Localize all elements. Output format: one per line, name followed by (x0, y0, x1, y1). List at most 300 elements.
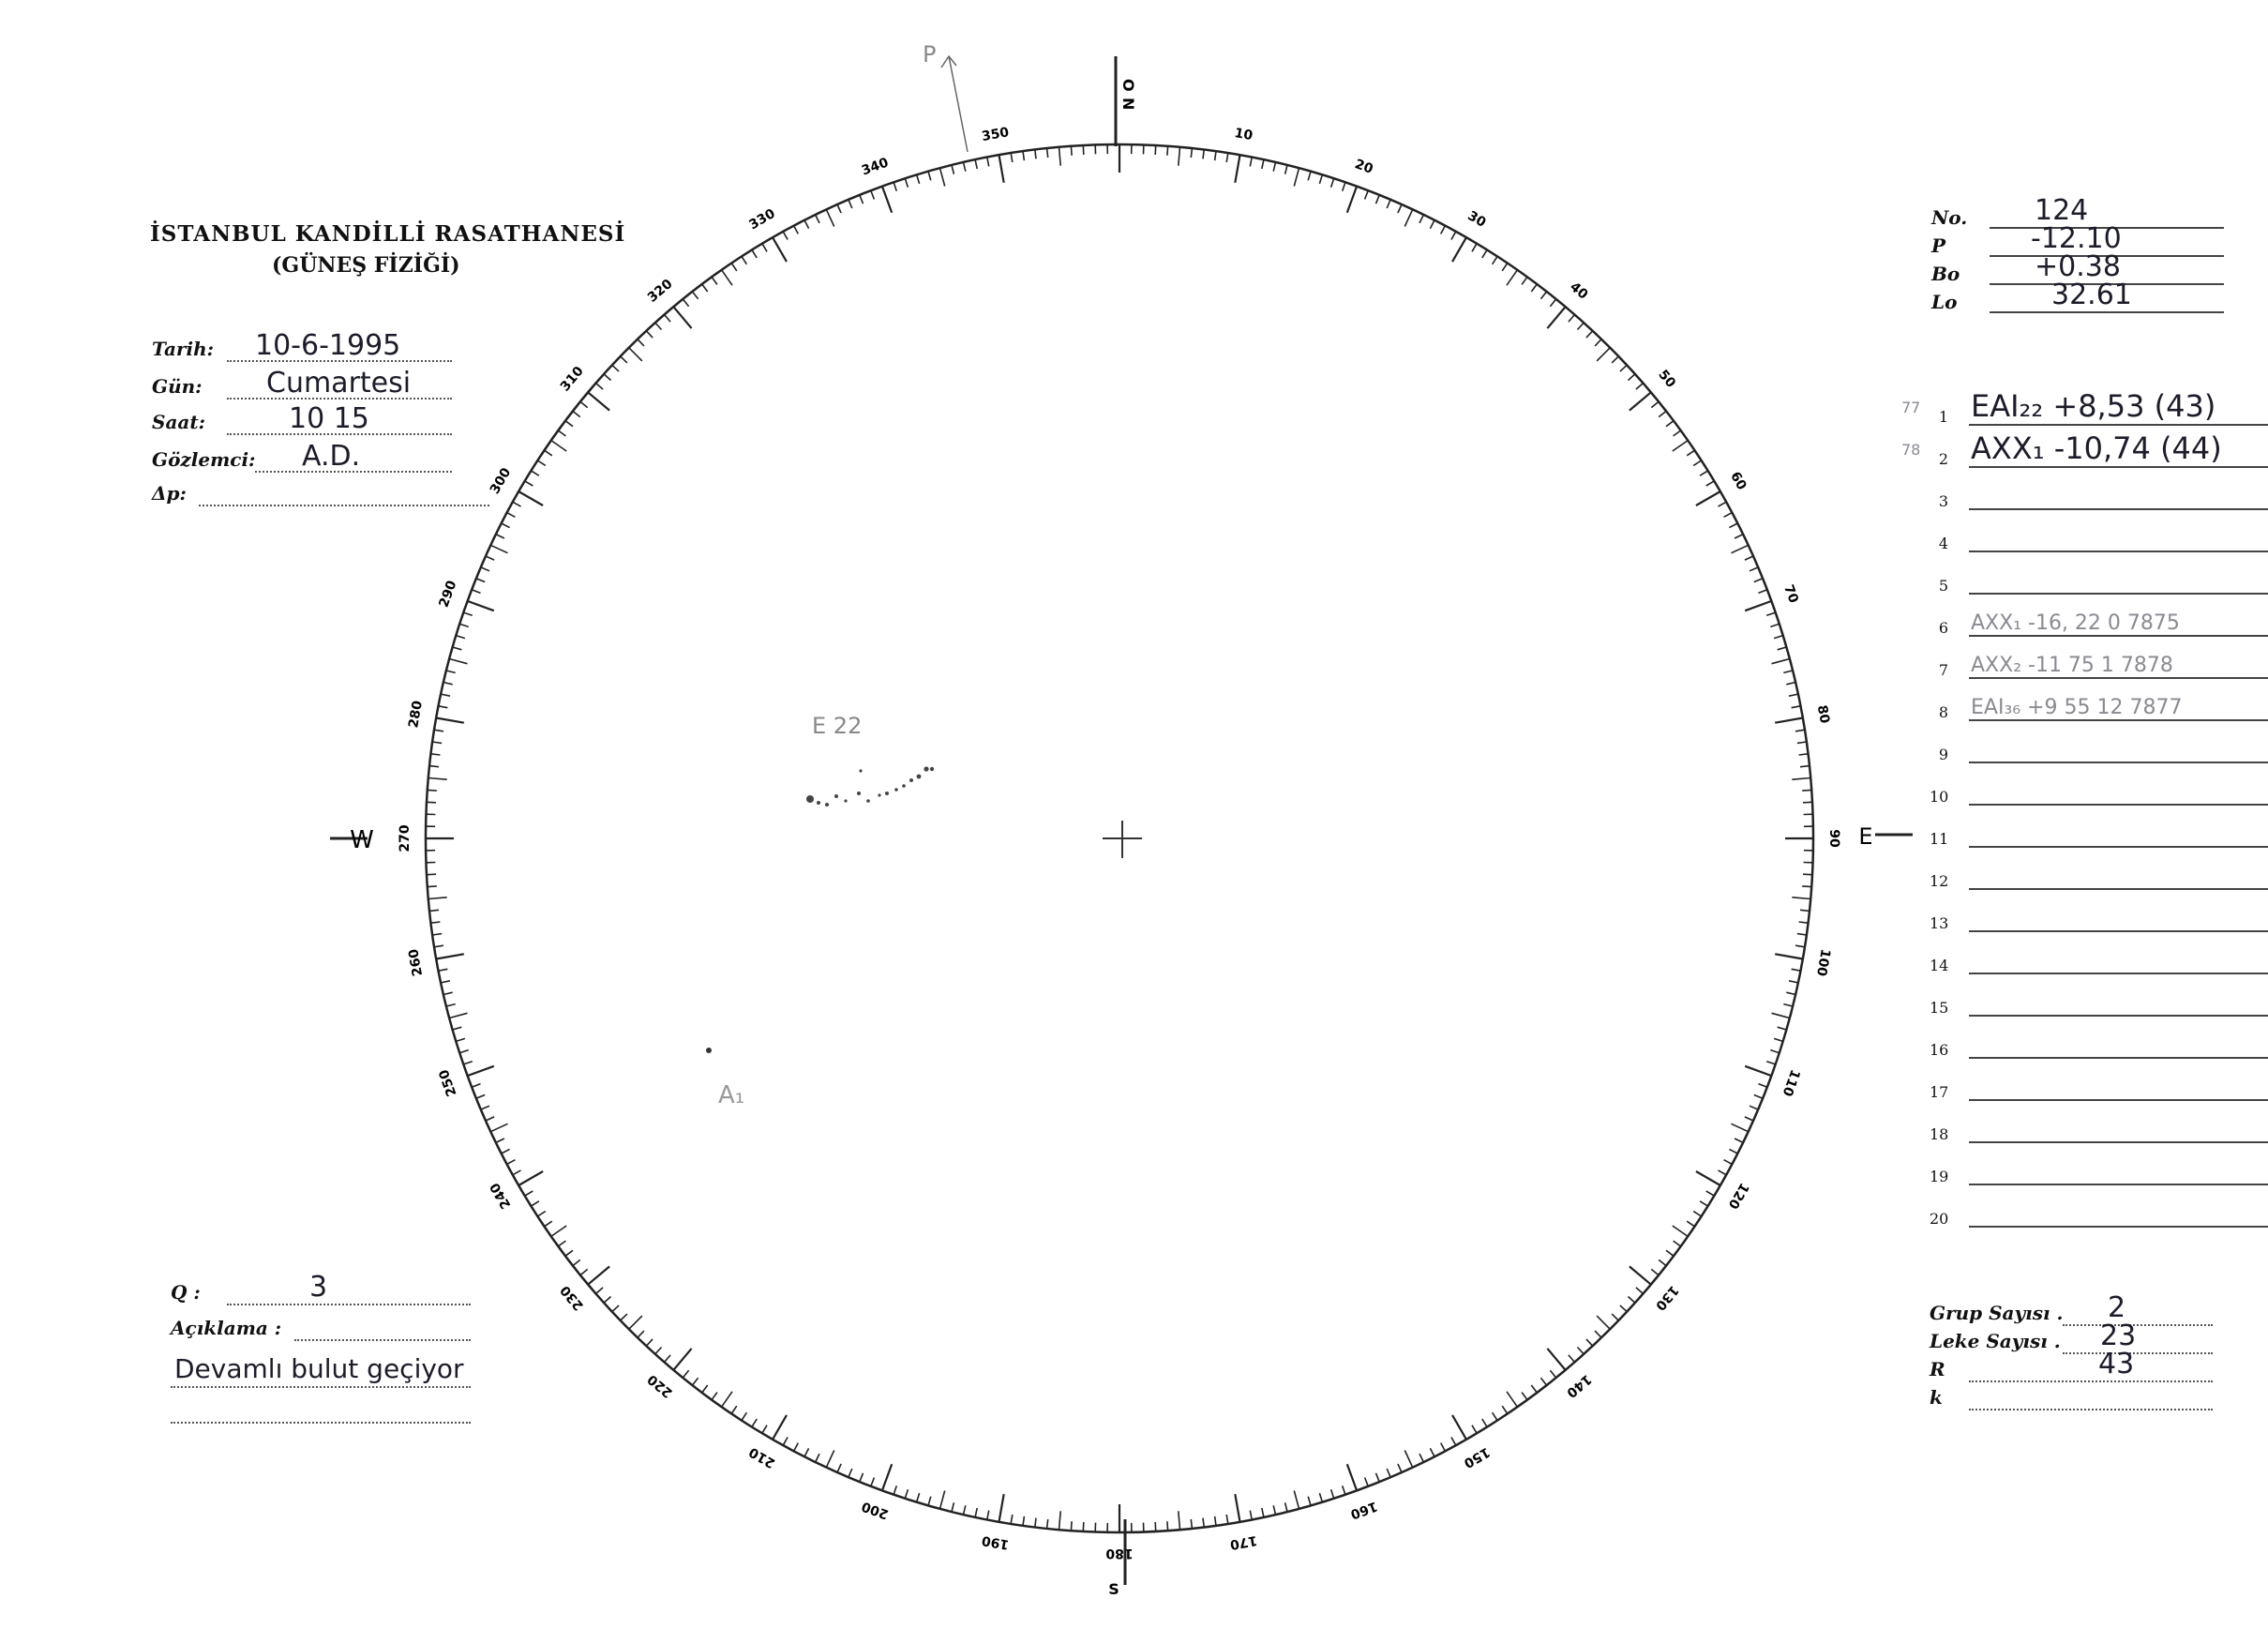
degree-tick (1766, 1062, 1776, 1064)
degree-tick (481, 567, 489, 571)
degree-label: 40 (1567, 279, 1591, 303)
degree-tick (1441, 226, 1446, 234)
degree-tick (673, 307, 691, 328)
degree-label: 340 (859, 155, 891, 179)
field-value-p[interactable]: -12.10 (2031, 222, 2122, 255)
degree-tick (722, 270, 732, 285)
degree-tick (486, 556, 494, 560)
field-value-lo[interactable]: 32.61 (2051, 279, 2132, 311)
degree-tick (531, 471, 539, 475)
degree-tick (987, 158, 989, 167)
degree-tick (537, 1212, 545, 1216)
degree-tick (1250, 158, 1252, 167)
degree-label: 260 (406, 947, 427, 978)
degree-tick (439, 706, 448, 708)
degree-tick (525, 1191, 533, 1196)
degree-tick (507, 1160, 516, 1165)
degree-tick (502, 1149, 510, 1154)
degree-tick (1778, 647, 1787, 650)
group-row-number: 13 (1930, 914, 1949, 932)
field-value-r[interactable]: 43 (2098, 1348, 2135, 1380)
degree-tick (999, 1494, 1004, 1522)
degree-tick (1191, 1519, 1192, 1529)
degree-tick (752, 249, 757, 258)
degree-tick (1792, 706, 1801, 708)
degree-tick (1693, 460, 1701, 465)
degree-tick (742, 1412, 746, 1420)
degree-tick (1482, 249, 1487, 258)
degree-tick (1308, 1497, 1311, 1506)
degree-tick (1083, 145, 1084, 155)
degree-tick (1586, 331, 1593, 338)
degree-tick (1404, 209, 1412, 226)
degree-tick (513, 1170, 521, 1175)
degree-label: 130 (1652, 1282, 1682, 1314)
degree-tick (1167, 1521, 1168, 1531)
group-row-number: 4 (1938, 535, 1948, 552)
group-row-entry[interactable]: EAI₂₂ +8,53 (43) (1971, 388, 2216, 424)
group-row-entry[interactable]: EAI₃₆ +9 55 12 7877 (1971, 696, 2183, 719)
degree-tick (490, 545, 507, 552)
degree-label: 320 (644, 276, 676, 306)
degree-tick (573, 411, 580, 416)
degree-tick (1365, 1478, 1369, 1486)
degree-tick (1023, 1516, 1024, 1526)
degree-tick (1226, 1515, 1228, 1524)
degree-tick (1735, 535, 1743, 538)
field-label: Tarih: (152, 338, 214, 360)
degree-label: 10 (1233, 126, 1254, 144)
group-row-number: 8 (1938, 703, 1948, 721)
degree-tick (1235, 155, 1239, 183)
group-row-entry[interactable]: AXX₂ -11 75 1 7878 (1971, 654, 2173, 677)
degree-tick (1441, 1443, 1446, 1452)
degree-tick (1636, 384, 1644, 390)
degree-tick (1035, 1518, 1036, 1528)
degree-tick (1203, 150, 1204, 159)
degree-tick (1651, 401, 1659, 407)
degree-tick (525, 481, 533, 486)
degree-tick (1430, 1448, 1434, 1456)
degree-tick (1783, 671, 1793, 672)
field-label: Leke Sayısı . (1930, 1330, 2061, 1352)
degree-tick (673, 1349, 691, 1370)
degree-tick (472, 1084, 480, 1088)
degree-tick (481, 1106, 489, 1109)
degree-tick (826, 209, 834, 226)
degree-tick (1802, 886, 1811, 887)
degree-tick (794, 1443, 799, 1452)
degree-tick (1059, 147, 1061, 166)
degree-tick (490, 1124, 507, 1131)
degree-tick (1789, 694, 1798, 696)
degree-tick (1724, 1160, 1733, 1165)
group-row-number: 18 (1930, 1125, 1949, 1143)
degree-tick (1502, 1406, 1508, 1413)
field-label: Bo (1931, 263, 1960, 285)
degree-tick (1612, 1314, 1618, 1320)
degree-tick (486, 1117, 494, 1121)
degree-tick (646, 1339, 653, 1346)
degree-tick (773, 237, 787, 262)
degree-tick (905, 1489, 908, 1499)
degree-tick (604, 374, 610, 381)
degree-tick (428, 790, 437, 791)
sunspot (834, 794, 838, 798)
degree-tick (1659, 1259, 1666, 1265)
degree-tick (1792, 897, 1810, 899)
degree-tick (1347, 187, 1357, 213)
degree-tick (434, 945, 443, 947)
degree-tick (432, 934, 442, 935)
degree-tick (588, 1266, 609, 1284)
degree-tick (596, 1288, 604, 1294)
degree-tick (762, 1425, 767, 1434)
degree-tick (1507, 1392, 1517, 1407)
sunspot (806, 795, 814, 803)
degree-tick (1659, 411, 1666, 416)
degree-tick (1783, 1004, 1793, 1006)
field-label: Lo (1931, 291, 1958, 313)
degree-tick (1595, 1331, 1601, 1337)
degree-tick (1800, 910, 1810, 911)
degree-tick (1770, 1050, 1780, 1053)
degree-tick (1759, 1084, 1767, 1088)
degree-tick (905, 178, 908, 188)
degree-tick (1612, 356, 1618, 363)
degree-tick (1285, 1502, 1287, 1512)
degree-tick (476, 579, 485, 582)
sunspot (844, 799, 847, 802)
degree-tick (1047, 1519, 1048, 1529)
degree-tick (1387, 200, 1390, 208)
degree-tick (1531, 1385, 1537, 1393)
degree-tick (1179, 1511, 1180, 1530)
degree-tick (1507, 270, 1517, 285)
degree-tick (1651, 1269, 1659, 1274)
field-value-tarih[interactable]: 10-6-1995 (255, 329, 401, 362)
degree-tick (917, 1493, 920, 1502)
degree-tick (1502, 264, 1508, 271)
observatory-title: İSTANBUL KANDİLLİ RASATHANESİ (150, 221, 626, 247)
degree-tick (1155, 145, 1156, 155)
degree-tick (646, 331, 653, 338)
degree-tick (1578, 1348, 1585, 1354)
degree-tick (1797, 934, 1807, 935)
degree-tick (1550, 299, 1555, 307)
degree-tick (1772, 1013, 1790, 1018)
degree-tick (456, 636, 465, 639)
sunspot (894, 788, 898, 792)
degree-tick (1452, 1415, 1466, 1440)
degree-tick (1522, 1393, 1527, 1400)
q-value[interactable]: 3 (309, 1271, 328, 1304)
degree-tick (1620, 365, 1627, 371)
degree-tick (507, 513, 516, 518)
degree-tick (702, 1385, 708, 1393)
sunspot (917, 775, 922, 779)
degree-tick (443, 992, 453, 994)
sunspot (924, 766, 928, 771)
north-label: N (1119, 98, 1137, 111)
degree-tick (604, 1297, 610, 1304)
degree-tick (596, 384, 604, 390)
degree-tick (871, 190, 875, 199)
degree-tick (1569, 1355, 1575, 1363)
degree-tick (476, 1095, 485, 1099)
degree-tick (1179, 147, 1180, 166)
sunspot (817, 801, 820, 805)
degree-tick (702, 284, 708, 292)
degree-tick (1700, 471, 1708, 475)
degree-tick (1285, 165, 1287, 174)
degree-tick (1799, 754, 1809, 755)
sunspot (857, 792, 861, 795)
degree-tick (928, 172, 931, 181)
degree-label: 70 (1780, 582, 1801, 606)
degree-tick (1398, 204, 1402, 213)
degree-tick (1011, 153, 1013, 162)
degree-tick (1419, 215, 1423, 223)
degree-tick (551, 1226, 566, 1236)
group-row-entry[interactable]: AXX₁ -16, 22 0 7875 (1971, 611, 2180, 635)
degree-label: 80 (1813, 703, 1832, 725)
degree-tick (1674, 1241, 1681, 1246)
degree-tick (1802, 790, 1811, 791)
degree-tick (427, 802, 436, 803)
degree-label: 60 (1727, 469, 1750, 493)
degree-tick (837, 1464, 841, 1472)
degree-tick (1719, 502, 1727, 506)
degree-tick (860, 1473, 864, 1482)
group-row-number: 6 (1938, 619, 1948, 637)
degree-label: 150 (1461, 1443, 1493, 1471)
field-label: Grup Sayısı . (1930, 1302, 2064, 1324)
degree-label: 50 (1655, 367, 1679, 391)
degree-tick (1759, 590, 1767, 594)
degree-tick (860, 195, 864, 204)
degree-tick (1778, 1027, 1787, 1030)
degree-tick (1398, 1464, 1402, 1472)
degree-tick (975, 159, 977, 169)
degree-tick (1331, 178, 1334, 188)
degree-tick (1629, 1297, 1635, 1304)
degree-tick (665, 1355, 671, 1363)
degree-tick (1696, 491, 1720, 505)
degree-tick (1792, 778, 1810, 780)
degree-tick (459, 1050, 469, 1053)
degree-tick (432, 742, 442, 743)
degree-label: 180 (1105, 1546, 1134, 1561)
sunspot (885, 792, 889, 795)
field-value-saat[interactable]: 10 15 (289, 402, 369, 435)
degree-tick (783, 232, 788, 240)
group-row-number: 1 (1938, 408, 1948, 426)
group-row-number: 10 (1930, 788, 1949, 806)
degree-tick (1550, 1370, 1555, 1378)
degree-tick (1540, 1378, 1546, 1385)
degree-tick (1493, 256, 1497, 264)
field-value-grup[interactable]: 2 (2108, 1291, 2126, 1324)
degree-tick (1630, 1266, 1651, 1284)
degree-tick (816, 215, 819, 223)
degree-tick (1666, 1250, 1674, 1256)
field-value-gozlemci[interactable]: A.D. (302, 440, 361, 473)
degree-tick (513, 502, 521, 506)
degree-tick (612, 365, 619, 371)
degree-label: 250 (436, 1067, 460, 1099)
degree-tick (1319, 174, 1322, 184)
degree-tick (1800, 766, 1810, 767)
degree-tick (1786, 992, 1795, 994)
degree-tick (1319, 1493, 1322, 1502)
field-value-leke[interactable]: 23 (2100, 1320, 2137, 1352)
degree-tick (1578, 323, 1585, 329)
degree-tick (712, 1393, 717, 1400)
degree-tick (431, 754, 441, 755)
aciklama-label: Açıklama : (171, 1317, 282, 1339)
sunspot-group-e22 (806, 766, 934, 807)
degree-tick (1404, 1451, 1412, 1468)
degree-tick (1597, 1316, 1610, 1329)
degree-tick (1732, 1124, 1749, 1131)
degree-tick (1262, 159, 1264, 169)
degree-tick (1786, 683, 1795, 685)
degree-label: 90 (1826, 829, 1841, 848)
group-row-number: 3 (1938, 492, 1948, 510)
aciklama-text[interactable]: Devamlı bulut geçiyor (174, 1353, 464, 1384)
degree-tick (638, 1331, 644, 1337)
degree-label: 200 (859, 1498, 891, 1522)
degree-tick (1235, 1494, 1239, 1522)
sunspot (866, 799, 870, 803)
degree-tick (428, 897, 447, 899)
degree-tick (1273, 162, 1275, 172)
degree-tick (537, 460, 545, 465)
degree-tick (1700, 1201, 1708, 1206)
degree-label: 160 (1348, 1498, 1380, 1522)
degree-tick (731, 1406, 737, 1413)
group-row-number: 11 (1930, 830, 1949, 848)
degree-tick (427, 874, 436, 875)
group-row-side-note: 77 (1901, 399, 1921, 416)
degree-tick (449, 1013, 467, 1018)
degree-tick (1191, 148, 1192, 158)
degree-tick (928, 1497, 931, 1506)
degree-tick (434, 730, 443, 732)
degree-label: 240 (487, 1180, 515, 1212)
west-label: W (350, 826, 374, 854)
degree-tick (917, 174, 920, 184)
field-value-no[interactable]: 124 (2035, 194, 2089, 227)
degree-tick (588, 392, 609, 410)
degree-label: 210 (746, 1443, 778, 1471)
degree-tick (1059, 1511, 1061, 1530)
degree-tick (826, 1451, 834, 1468)
degree-tick (1071, 146, 1072, 156)
degree-tick (999, 155, 1004, 183)
degree-tick (1011, 1515, 1013, 1524)
degree-tick (1387, 1469, 1390, 1477)
degree-tick (1452, 237, 1466, 262)
group-row-entry[interactable]: AXX₁ -10,74 (44) (1971, 430, 2222, 466)
degree-tick (580, 1269, 588, 1274)
degree-tick (1083, 1522, 1084, 1531)
degree-tick (429, 910, 439, 911)
degree-label: 120 (1724, 1180, 1752, 1212)
degree-tick (1167, 146, 1168, 156)
degree-tick (804, 220, 809, 229)
group-row-number: 15 (1930, 999, 1949, 1017)
degree-label: 110 (1779, 1067, 1803, 1099)
degree-tick (1789, 981, 1798, 983)
degree-tick (849, 1469, 852, 1477)
degree-tick (1035, 150, 1036, 159)
degree-tick (1522, 277, 1527, 284)
degree-tick (1597, 348, 1610, 361)
degree-tick (629, 348, 642, 361)
degree-tick (463, 1062, 473, 1064)
degree-tick (773, 1415, 787, 1440)
degree-tick (1775, 718, 1803, 723)
east-label: E (1858, 823, 1873, 850)
degree-label: 100 (1812, 947, 1833, 978)
degree-tick (1636, 1288, 1644, 1294)
degree-tick (431, 922, 441, 923)
degree-tick (449, 659, 467, 664)
degree-tick (558, 1241, 565, 1246)
degree-tick (1155, 1522, 1156, 1531)
degree-tick (1795, 945, 1805, 947)
degree-tick (1754, 1095, 1763, 1099)
south-label: S (1108, 1580, 1119, 1598)
degree-label: 140 (1563, 1371, 1595, 1401)
degree-tick (621, 356, 627, 363)
degree-tick (565, 421, 573, 427)
degree-tick (1706, 1191, 1715, 1196)
field-value-bo[interactable]: +0.38 (2035, 250, 2121, 283)
degree-tick (816, 1454, 819, 1462)
degree-tick (545, 1221, 552, 1227)
degree-tick (794, 226, 799, 234)
degree-tick (783, 1438, 788, 1446)
degree-tick (894, 1486, 896, 1495)
degree-tick (621, 1314, 627, 1320)
degree-tick (1343, 182, 1345, 191)
degree-tick (1724, 513, 1733, 518)
degree-tick (692, 1378, 698, 1385)
degree-tick (468, 601, 494, 611)
degree-tick (1745, 1066, 1771, 1076)
degree-tick (638, 339, 644, 346)
degree-tick (441, 694, 450, 696)
group-row-number: 2 (1938, 450, 1948, 468)
degree-tick (1687, 450, 1694, 456)
group-row-number: 19 (1930, 1168, 1949, 1185)
degree-tick (1674, 430, 1681, 436)
group-label-a1: A₁ (718, 1081, 745, 1109)
field-value-gun[interactable]: Cumartesi (266, 367, 412, 400)
degree-tick (1343, 1486, 1345, 1495)
degree-tick (1750, 1106, 1758, 1109)
degree-tick (1750, 567, 1758, 571)
degree-tick (837, 204, 841, 213)
degree-tick (1696, 1171, 1720, 1185)
degree-tick (952, 165, 954, 174)
group-row-number: 17 (1930, 1083, 1949, 1101)
degree-tick (456, 1038, 465, 1041)
field-label: R (1930, 1358, 1945, 1380)
